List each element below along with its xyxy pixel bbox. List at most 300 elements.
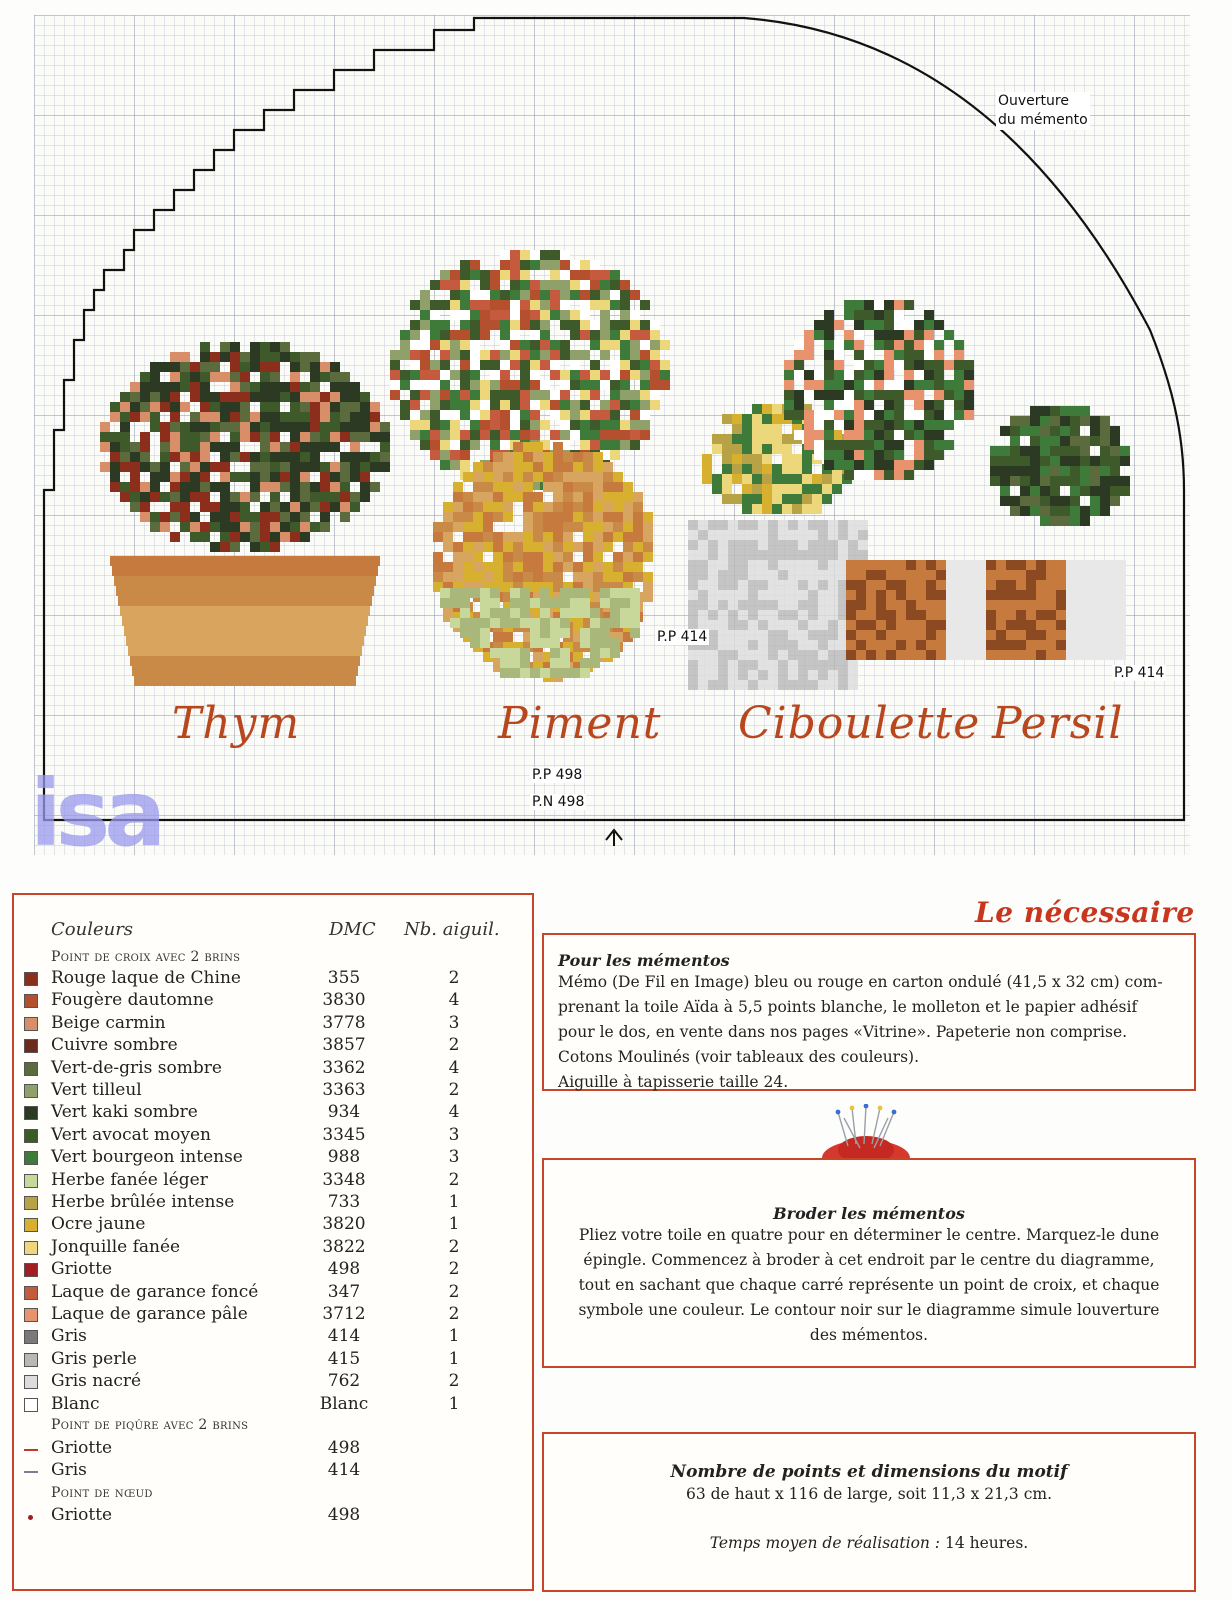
stitch-block (1010, 476, 1020, 486)
box3-title: Nombre de points et dimensions du motif (670, 1462, 1068, 1482)
stitch-block (112, 566, 378, 576)
stitch-block (640, 320, 650, 330)
stitch-block (240, 372, 250, 382)
color-name: Herbe brûlée intense (51, 1192, 235, 1212)
stitch-block (1056, 620, 1066, 630)
stitch-block (540, 350, 550, 360)
stitch-block (560, 608, 570, 618)
stitch-block (613, 512, 623, 522)
stitch-block (1080, 456, 1090, 466)
stitch-block (916, 620, 926, 630)
stitch-block (360, 452, 370, 462)
stitch-block (742, 454, 752, 464)
stitch-block (1096, 600, 1106, 610)
stitch-block (924, 360, 934, 370)
stitch-block (808, 620, 818, 630)
stitch-block (610, 608, 620, 618)
stitch-block (1070, 466, 1080, 476)
stitch-block (788, 540, 798, 550)
stitch-block (220, 402, 230, 412)
stitch-block (1086, 580, 1096, 590)
stitch-block (210, 352, 220, 362)
stitch-block (430, 330, 440, 340)
stitch-block (540, 330, 550, 340)
stitch-block (310, 452, 320, 462)
stitch-block (758, 550, 768, 560)
stitch-block (270, 452, 280, 462)
stitch-block (798, 550, 808, 560)
stitch-block (240, 522, 250, 532)
stitch-block (798, 610, 808, 620)
stitch-block (688, 570, 698, 580)
stitch-block (688, 650, 698, 660)
stitch-block (170, 402, 180, 412)
stitch-block (728, 590, 738, 600)
stitch-block (924, 340, 934, 350)
stitch-block (510, 340, 520, 350)
stitch-block (450, 310, 460, 320)
stitch-block (1086, 610, 1096, 620)
stitch-block (460, 390, 470, 400)
color-swatch (24, 1353, 38, 1367)
stitch-block (824, 390, 834, 400)
stitch-block (1086, 630, 1096, 640)
stitch-block (718, 660, 728, 670)
stitch-block (748, 660, 758, 670)
color-swatch (24, 994, 38, 1008)
stitch-block (473, 472, 483, 482)
stitch-block (443, 562, 453, 572)
stitch-block (440, 280, 450, 290)
stitch-block (946, 600, 956, 610)
box3-line: 63 de haut x 116 de large, soit 11,3 x 21,3 cm. (685, 1485, 1053, 1503)
stitch-block (1070, 476, 1080, 486)
stitch-block (896, 560, 906, 570)
stitch-block (858, 540, 868, 550)
stitch-block (996, 610, 1006, 620)
stitch-block (513, 542, 523, 552)
stitch-block (788, 600, 798, 610)
stitch-block (848, 680, 858, 690)
stitch-block (1020, 416, 1030, 426)
stitch-block (986, 590, 996, 600)
stitch-block (896, 590, 906, 600)
stitch-block (1050, 406, 1060, 416)
stitch-block (886, 580, 896, 590)
stitch-block (500, 648, 510, 658)
stitch-block (503, 572, 513, 582)
stitch-block (613, 472, 623, 482)
stitch-block (1086, 590, 1096, 600)
stitch-block (560, 340, 570, 350)
stitch-block (430, 390, 440, 400)
stitch-block (798, 680, 808, 690)
stitch-block (483, 522, 493, 532)
stitch-block (946, 650, 956, 660)
opening-label-line2: du mémento (998, 112, 1088, 128)
stitch-block (630, 340, 640, 350)
stitch-block (926, 600, 936, 610)
stitch-block (563, 492, 573, 502)
stitch-block (124, 626, 366, 636)
stitch-block (473, 542, 483, 552)
stitch-block (738, 540, 748, 550)
stitch-block (772, 424, 782, 434)
stitch-block (824, 460, 834, 470)
stitch-block (954, 400, 964, 410)
stitch-block (510, 668, 520, 678)
stitch-block (623, 512, 633, 522)
stitch-block (510, 420, 520, 430)
stitch-block (330, 402, 340, 412)
stitch-block (503, 512, 513, 522)
stitch-block (533, 492, 543, 502)
stitch-block (470, 628, 480, 638)
stitch-block (590, 260, 600, 270)
stitch-block (190, 362, 200, 372)
stitch-block (630, 628, 640, 638)
stitch-block (792, 504, 802, 514)
stitch-block (128, 646, 362, 656)
stitch-block (300, 412, 310, 422)
stitch-block (510, 598, 520, 608)
stitch-block (620, 380, 630, 390)
stitch-block (460, 330, 470, 340)
stitch-block (110, 442, 120, 452)
color-swatch (24, 1129, 38, 1143)
dmc-number: 3362 (322, 1057, 366, 1078)
stitch-block (520, 290, 530, 300)
stitch-block (470, 360, 480, 370)
stitch-block (1086, 570, 1096, 580)
stitch-block (610, 280, 620, 290)
stitch-block (1026, 650, 1036, 660)
stitch-block (874, 430, 884, 440)
stitch-block (500, 300, 510, 310)
stitch-block (722, 474, 732, 484)
stitch-block (190, 382, 200, 392)
stitch-block (1060, 516, 1070, 526)
stitch-block (220, 522, 230, 532)
stitch-block (130, 492, 140, 502)
needle-count: 2 (448, 1080, 460, 1100)
stitch-block (914, 330, 924, 340)
stitch-block (590, 380, 600, 390)
stitch-block (523, 502, 533, 512)
stitch-block (460, 340, 470, 350)
stitch-block (894, 320, 904, 330)
stitch-block (260, 452, 270, 462)
stitch-block (964, 400, 974, 410)
stitch-block (814, 440, 824, 450)
stitch-block (390, 390, 400, 400)
stitch-block (210, 372, 220, 382)
box2-line: Pliez votre toile en quatre pour en déterminer le centre. Marquez-le dune (578, 1226, 1160, 1244)
stitch-block (708, 530, 718, 540)
stitch-block (453, 572, 463, 582)
stitch-block (430, 420, 440, 430)
stitch-block (463, 502, 473, 512)
stitch-block (230, 362, 240, 372)
stitch-block (553, 532, 563, 542)
stitch-block (884, 470, 894, 480)
stitch-block (630, 420, 640, 430)
stitch-block (924, 400, 934, 410)
stitch-block (812, 474, 822, 484)
stitch-block (150, 512, 160, 522)
color-legend (12, 893, 534, 1591)
stitch-block (804, 390, 814, 400)
stitch-block (1076, 560, 1086, 570)
stitch-block (916, 570, 926, 580)
stitch-block (420, 350, 430, 360)
stitch-block (610, 380, 620, 390)
stitch-block (798, 660, 808, 670)
stitch-block (510, 658, 520, 668)
stitch-block (778, 570, 788, 580)
label-pp414-left: P.P 414 (657, 629, 708, 645)
stitch-block (503, 532, 513, 542)
legend-section-knot: Point de nœud (51, 1485, 153, 1501)
stitch-block (400, 410, 410, 420)
stitch-block (570, 350, 580, 360)
stitch-block (320, 472, 330, 482)
stitch-block (330, 362, 340, 372)
stitch-block (450, 420, 460, 430)
stitch-block (936, 620, 946, 630)
stitch-block (100, 442, 110, 452)
stitch-block (640, 330, 650, 340)
needle-count: 2 (448, 1236, 460, 1257)
stitch-block (804, 430, 814, 440)
stitch-block (130, 502, 140, 512)
stitch-block (748, 570, 758, 580)
stitch-block (778, 660, 788, 670)
stitch-block (270, 472, 280, 482)
stitch-block (844, 380, 854, 390)
stitch-block (433, 522, 443, 532)
stitch-block (778, 630, 788, 640)
stitch-block (708, 680, 718, 690)
stitch-block (480, 280, 490, 290)
stitch-block (620, 280, 630, 290)
stitch-block (210, 412, 220, 422)
stitch-block (550, 290, 560, 300)
stitch-block (550, 598, 560, 608)
needle-count: 3 (448, 1147, 460, 1168)
stitch-block (848, 530, 858, 540)
stitch-block (470, 618, 480, 628)
stitch-block (738, 580, 748, 590)
stitch-block (1036, 600, 1046, 610)
stitch-block (620, 420, 630, 430)
stitch-block (300, 472, 310, 482)
stitch-block (1066, 570, 1076, 580)
stitch-block (792, 464, 802, 474)
stitch-block (738, 550, 748, 560)
stitch-block (844, 420, 854, 430)
stitch-block (1076, 630, 1086, 640)
stitch-block (752, 444, 762, 454)
stitch-block (846, 590, 856, 600)
stitch-block (976, 630, 986, 640)
stitch-block (722, 464, 732, 474)
stitch-block (600, 270, 610, 280)
stitch-block (583, 462, 593, 472)
stitch-block (630, 400, 640, 410)
stitch-block (573, 452, 583, 462)
stitch-block (772, 414, 782, 424)
stitch-block (230, 402, 240, 412)
box1-line: prenant la toile Aïda à 5,5 points blanche, le molleton et le papier adhésif (558, 998, 1138, 1016)
stitch-block (1116, 650, 1126, 660)
stitch-block (170, 492, 180, 502)
stitch-block (688, 680, 698, 690)
stitch-block (593, 502, 603, 512)
stitch-block (640, 360, 650, 370)
stitch-block (742, 424, 752, 434)
stitch-block (698, 610, 708, 620)
color-name: Laque de garance pâle (51, 1304, 248, 1324)
needle-count: 2 (448, 1304, 460, 1324)
stitch-block (623, 522, 633, 532)
stitch-block (1060, 426, 1070, 436)
stitch-block (520, 608, 530, 618)
stitch-block (728, 640, 738, 650)
stitch-block (460, 450, 470, 460)
color-name: Laque de garance foncé (51, 1281, 259, 1302)
stitch-block (758, 650, 768, 660)
stitch-block (886, 610, 896, 620)
stitch-block (630, 598, 640, 608)
stitch-block (500, 350, 510, 360)
stitch-block (956, 640, 966, 650)
stitch-block (904, 370, 914, 380)
stitch-block (768, 530, 778, 540)
stitch-block (600, 410, 610, 420)
stitch-block (470, 340, 480, 350)
stitch-block (610, 440, 620, 450)
stitch-block (824, 370, 834, 380)
stitch-block (934, 410, 944, 420)
color-name: Griotte (51, 1259, 113, 1280)
stitch-block (620, 310, 630, 320)
stitch-block (814, 380, 824, 390)
stitch-block (300, 462, 310, 472)
stitch-block (553, 452, 563, 462)
stitch-block (1040, 466, 1050, 476)
stitch-block (906, 570, 916, 580)
stitch-block (904, 410, 914, 420)
stitch-block (728, 560, 738, 570)
box2-line: des mémentos. (809, 1326, 929, 1344)
stitch-block (802, 484, 812, 494)
stitch-block (924, 430, 934, 440)
stitch-block (844, 300, 854, 310)
stitch-block (610, 638, 620, 648)
stitch-block (140, 412, 150, 422)
stitch-block (640, 340, 650, 350)
stitch-block (874, 330, 884, 340)
legend-row (14, 1371, 534, 1393)
stitch-block (300, 442, 310, 452)
color-name: Vert avocat moyen (51, 1124, 211, 1145)
stitch-block (583, 532, 593, 542)
stitch-block (440, 270, 450, 280)
stitch-block (570, 290, 580, 300)
legend-row (14, 968, 534, 990)
stitch-block (230, 382, 240, 392)
stitch-block (513, 442, 523, 452)
stitch-block (480, 330, 490, 340)
stitch-block (1060, 446, 1070, 456)
stitch-block (788, 670, 798, 680)
stitch-block (210, 512, 220, 522)
stitch-block (430, 360, 440, 370)
stitch-block (433, 572, 443, 582)
stitch-block (260, 372, 270, 382)
stitch-block (520, 300, 530, 310)
stitch-block (170, 352, 180, 362)
stitch-block (1066, 560, 1076, 570)
stitch-block (430, 300, 440, 310)
stitch-block (1030, 406, 1040, 416)
stitch-block (410, 410, 420, 420)
stitch-block (270, 402, 280, 412)
stitch-block (160, 522, 170, 532)
stitch-block (543, 522, 553, 532)
stitch-block (828, 540, 838, 550)
stitch-block (483, 472, 493, 482)
stitch-block (603, 522, 613, 532)
stitch-block (520, 410, 530, 420)
color-swatch (24, 1084, 38, 1098)
stitch-block (986, 610, 996, 620)
stitch-block (946, 590, 956, 600)
stitch-block (792, 474, 802, 484)
stitch-block (812, 494, 822, 504)
stitch-block (954, 390, 964, 400)
stitch-block (904, 340, 914, 350)
stitch-block (874, 380, 884, 390)
stitch-block (708, 560, 718, 570)
box1-line: Cotons Moulinés (voir tableaux des couleurs). (558, 1048, 920, 1066)
stitch-block (846, 560, 856, 570)
stitch-block (190, 512, 200, 522)
stitch-block (788, 530, 798, 540)
stitch-block (914, 450, 924, 460)
needle-count: 1 (448, 1348, 460, 1369)
stitch-block (844, 430, 854, 440)
stitch-block (854, 310, 864, 320)
stitch-block (768, 520, 778, 530)
stitch-block (834, 350, 844, 360)
stitch-block (1040, 506, 1050, 516)
stitch-block (643, 512, 653, 522)
stitch-block (450, 410, 460, 420)
stitch-block (570, 260, 580, 270)
stitch-block (1016, 590, 1026, 600)
stitch-block (866, 620, 876, 630)
stitch-block (580, 638, 590, 648)
stitch-block (473, 562, 483, 572)
stitch-block (808, 590, 818, 600)
stitch-block (818, 550, 828, 560)
stitch-block (748, 650, 758, 660)
stitch-block (934, 440, 944, 450)
stitch-block (260, 342, 270, 352)
stitch-block (762, 404, 772, 414)
